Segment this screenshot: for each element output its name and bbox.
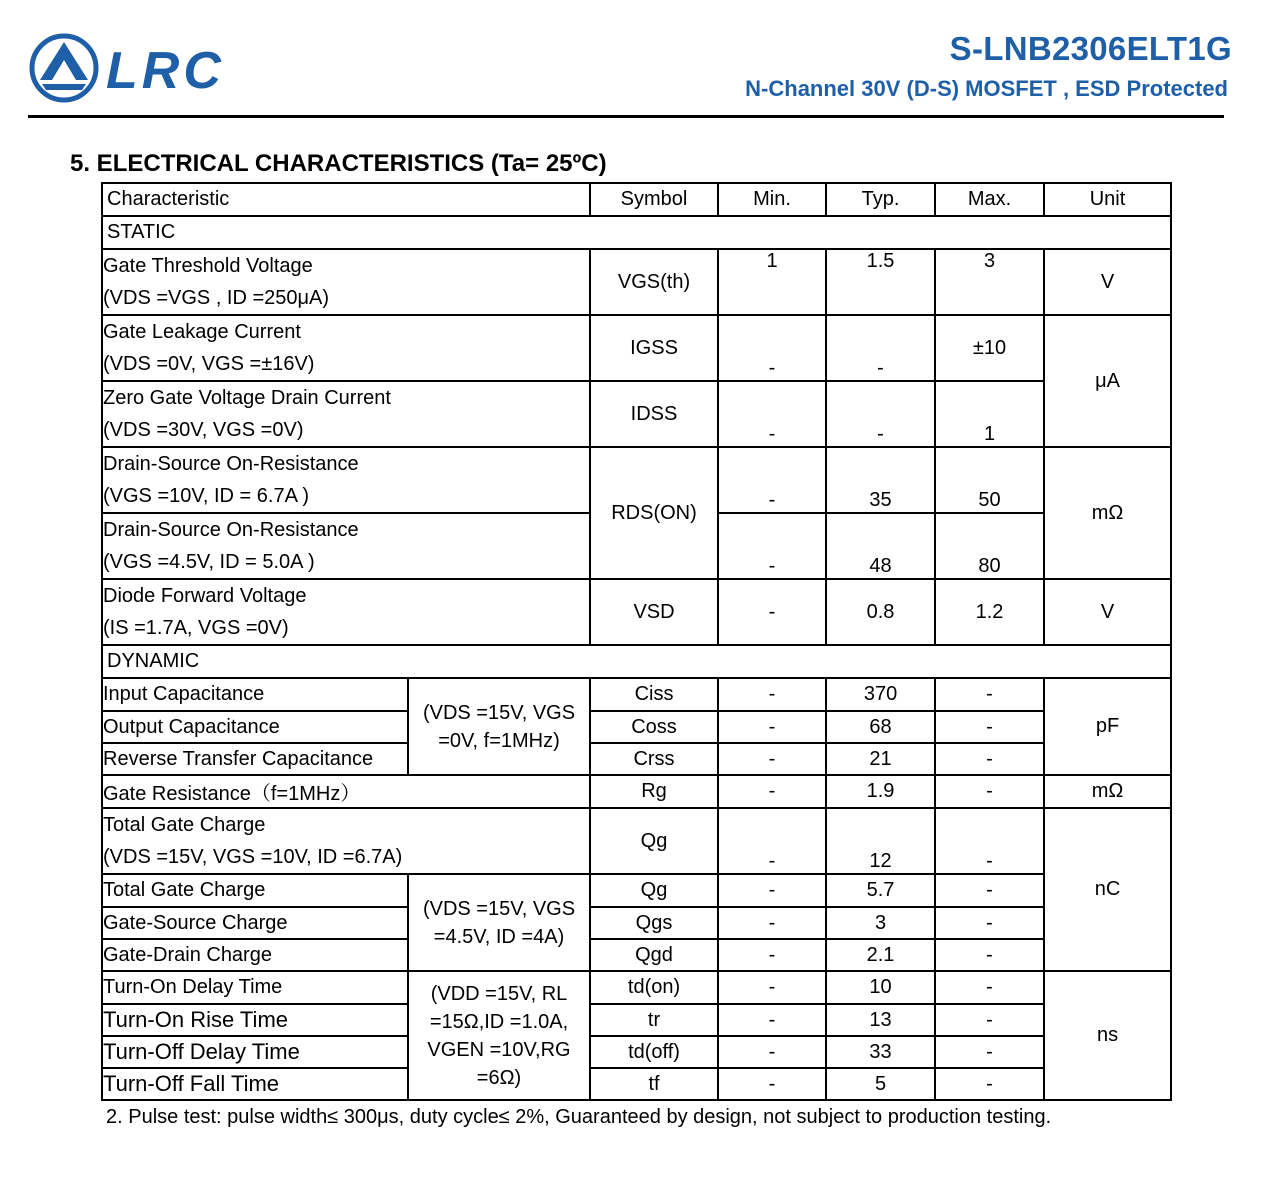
characteristic-cell xyxy=(102,513,590,579)
typ-cell: 13 xyxy=(826,1004,935,1036)
max-cell: - xyxy=(935,971,1044,1004)
min-cell: - xyxy=(718,1036,826,1068)
table-row xyxy=(102,1004,1171,1036)
table-row xyxy=(102,907,1171,939)
part-number: S-LNB2306ELT1G xyxy=(949,30,1232,67)
typ-cell: 370 xyxy=(826,678,935,711)
unit-cell: μA xyxy=(1044,315,1171,447)
unit-cell: pF xyxy=(1044,678,1171,775)
table-row xyxy=(102,249,1171,315)
condition-line: (VDS =15V, VGS xyxy=(422,701,576,724)
characteristic-name: Diode Forward Voltage xyxy=(103,585,307,607)
characteristic-name: Input Capacitance xyxy=(102,678,408,711)
characteristic-name: Drain-Source On-Resistance xyxy=(103,519,359,541)
unit-cell: V xyxy=(1044,579,1171,645)
table-row xyxy=(102,711,1171,743)
typ-cell: - xyxy=(826,315,935,381)
typ-cell: - xyxy=(826,381,935,447)
typ-cell: 2.1 xyxy=(826,939,935,971)
characteristic-name: Turn-Off Delay Time xyxy=(102,1036,408,1068)
header-characteristic: Characteristic xyxy=(102,183,590,216)
symbol-cell: td(on) xyxy=(590,971,718,1004)
characteristic-condition: (VDS =VGS , ID =250μA) xyxy=(103,287,330,309)
dynamic-label: DYNAMIC xyxy=(102,645,1171,678)
typ-cell: 1.5 xyxy=(826,249,935,315)
typ-cell: 5.7 xyxy=(826,874,935,907)
typ-cell: 48 xyxy=(826,513,935,579)
characteristic-condition: (VDS =30V, VGS =0V) xyxy=(103,419,304,441)
min-cell: - xyxy=(718,315,826,381)
symbol-cell: Ciss xyxy=(590,678,718,711)
max-cell: 80 xyxy=(935,513,1044,579)
characteristic-name: Zero Gate Voltage Drain Current xyxy=(103,387,391,409)
min-cell: - xyxy=(718,743,826,775)
characteristic-condition: (IS =1.7A, VGS =0V) xyxy=(103,617,289,639)
typ-cell: 12 xyxy=(826,808,935,874)
symbol-cell: Coss xyxy=(590,711,718,743)
min-cell: - xyxy=(718,678,826,711)
max-cell: - xyxy=(935,1036,1044,1068)
unit-cell: mΩ xyxy=(1044,775,1171,808)
typ-cell: 33 xyxy=(826,1036,935,1068)
min-cell: - xyxy=(718,1004,826,1036)
symbol-cell: VGS(th) xyxy=(590,249,718,315)
symbol-cell: RDS(ON) xyxy=(590,447,718,579)
table-row xyxy=(102,315,1171,381)
max-cell: 1 xyxy=(935,381,1044,447)
section-row-static xyxy=(102,216,1171,249)
characteristic-condition: (VDS =0V, VGS =±16V) xyxy=(103,353,315,375)
max-cell: - xyxy=(935,1004,1044,1036)
condition-line: VGEN =10V,RG xyxy=(427,1038,571,1061)
condition-line: =4.5V, ID =4A) xyxy=(433,925,565,948)
characteristic-name: Turn-On Delay Time xyxy=(102,971,408,1004)
table-row xyxy=(102,1036,1171,1068)
section-row-dynamic xyxy=(102,645,1171,678)
symbol-cell: Qg xyxy=(590,874,718,907)
characteristic-cell xyxy=(102,808,590,874)
table-row xyxy=(102,775,1171,808)
max-cell: - xyxy=(935,711,1044,743)
switching-condition xyxy=(408,971,590,1100)
header-min: Min. xyxy=(718,183,826,216)
min-cell: - xyxy=(718,808,826,874)
table-row xyxy=(102,939,1171,971)
characteristic-cell xyxy=(102,315,590,381)
min-cell: - xyxy=(718,381,826,447)
min-cell: - xyxy=(718,447,826,513)
characteristic-name: Gate Resistance（f=1MHz） xyxy=(102,775,590,808)
max-cell: - xyxy=(935,678,1044,711)
symbol-cell: tf xyxy=(590,1068,718,1100)
capacitance-condition xyxy=(408,678,590,775)
typ-cell: 10 xyxy=(826,971,935,1004)
characteristic-cell xyxy=(102,381,590,447)
header-typ: Typ. xyxy=(826,183,935,216)
typ-cell: 68 xyxy=(826,711,935,743)
symbol-cell: Rg xyxy=(590,775,718,808)
table-row xyxy=(102,381,1171,447)
min-cell: - xyxy=(718,579,826,645)
min-cell: - xyxy=(718,775,826,808)
max-cell: - xyxy=(935,808,1044,874)
characteristic-name: Total Gate Charge xyxy=(102,874,408,907)
max-cell: ±10 xyxy=(935,315,1044,381)
typ-cell: 21 xyxy=(826,743,935,775)
lrc-logo xyxy=(28,30,233,106)
characteristic-condition: (VDS =15V, VGS =10V, ID =6.7A) xyxy=(103,846,403,868)
characteristic-condition: (VGS =10V, ID = 6.7A ) xyxy=(103,485,310,507)
min-cell: - xyxy=(718,907,826,939)
characteristic-name: Drain-Source On-Resistance xyxy=(103,453,359,475)
table-row xyxy=(102,1068,1171,1100)
characteristic-name: Turn-Off Fall Time xyxy=(102,1068,408,1100)
table-row xyxy=(102,447,1171,513)
characteristic-name: Gate Leakage Current xyxy=(103,321,301,343)
symbol-cell: Qgd xyxy=(590,939,718,971)
symbol-cell: td(off) xyxy=(590,1036,718,1068)
condition-line: (VDS =15V, VGS xyxy=(422,897,576,920)
table-row xyxy=(102,874,1171,907)
min-cell: - xyxy=(718,971,826,1004)
characteristic-name: Gate-Source Charge xyxy=(102,907,408,939)
table-row xyxy=(102,971,1171,1004)
header-divider xyxy=(28,115,1224,118)
logo-text: LRC xyxy=(106,42,225,100)
part-subtitle: N-Channel 30V (D-S) MOSFET , ESD Protected xyxy=(745,76,1228,101)
min-cell: - xyxy=(718,939,826,971)
section-title: 5. ELECTRICAL CHARACTERISTICS (Ta= 25ºC) xyxy=(70,150,607,177)
min-cell: - xyxy=(718,513,826,579)
header-row xyxy=(102,183,1171,216)
table-row xyxy=(102,678,1171,711)
unit-cell: ns xyxy=(1044,971,1171,1100)
min-cell: - xyxy=(718,874,826,907)
symbol-cell: IDSS xyxy=(590,381,718,447)
condition-line: =15Ω,ID =1.0A, xyxy=(429,1010,569,1033)
typ-cell: 3 xyxy=(826,907,935,939)
symbol-cell: Qg xyxy=(590,808,718,874)
header-max: Max. xyxy=(935,183,1044,216)
symbol-cell: Crss xyxy=(590,743,718,775)
max-cell: 50 xyxy=(935,447,1044,513)
condition-line: (VDD =15V, RL xyxy=(430,982,568,1005)
min-cell: - xyxy=(718,1068,826,1100)
characteristic-condition: (VGS =4.5V, ID = 5.0A ) xyxy=(103,551,315,573)
max-cell: - xyxy=(935,1068,1044,1100)
header-symbol: Symbol xyxy=(590,183,718,216)
typ-cell: 35 xyxy=(826,447,935,513)
characteristic-name: Output Capacitance xyxy=(102,711,408,743)
typ-cell: 0.8 xyxy=(826,579,935,645)
header-unit: Unit xyxy=(1044,183,1171,216)
table-row xyxy=(102,743,1171,775)
unit-cell: mΩ xyxy=(1044,447,1171,579)
characteristic-cell xyxy=(102,447,590,513)
max-cell: 1.2 xyxy=(935,579,1044,645)
typ-cell: 1.9 xyxy=(826,775,935,808)
max-cell: - xyxy=(935,743,1044,775)
electrical-characteristics-table xyxy=(101,182,1172,1101)
max-cell: - xyxy=(935,907,1044,939)
table-row xyxy=(102,808,1171,874)
symbol-cell: VSD xyxy=(590,579,718,645)
characteristic-name: Turn-On Rise Time xyxy=(102,1004,408,1036)
characteristic-name: Reverse Transfer Capacitance xyxy=(102,743,408,775)
characteristic-cell xyxy=(102,579,590,645)
min-cell: - xyxy=(718,711,826,743)
max-cell: - xyxy=(935,874,1044,907)
symbol-cell: IGSS xyxy=(590,315,718,381)
condition-line: =6Ω) xyxy=(476,1066,522,1089)
max-cell: 3 xyxy=(935,249,1044,315)
unit-cell: V xyxy=(1044,249,1171,315)
symbol-cell: Qgs xyxy=(590,907,718,939)
condition-line: =0V, f=1MHz) xyxy=(438,729,560,752)
charge-condition xyxy=(408,874,590,971)
min-cell: 1 xyxy=(718,249,826,315)
characteristic-name: Total Gate Charge xyxy=(103,814,266,836)
max-cell: - xyxy=(935,775,1044,808)
unit-cell: nC xyxy=(1044,808,1171,971)
max-cell: - xyxy=(935,939,1044,971)
typ-cell: 5 xyxy=(826,1068,935,1100)
characteristic-cell xyxy=(102,249,590,315)
static-label: STATIC xyxy=(102,216,1171,249)
characteristic-name: Gate Threshold Voltage xyxy=(103,255,313,277)
table-row xyxy=(102,579,1171,645)
symbol-cell: tr xyxy=(590,1004,718,1036)
footnote: 2. Pulse test: pulse width≤ 300μs, duty cycle≤ 2%, Guaranteed by design, not subject to production testing. xyxy=(106,1106,1052,1128)
characteristic-name: Gate-Drain Charge xyxy=(102,939,408,971)
